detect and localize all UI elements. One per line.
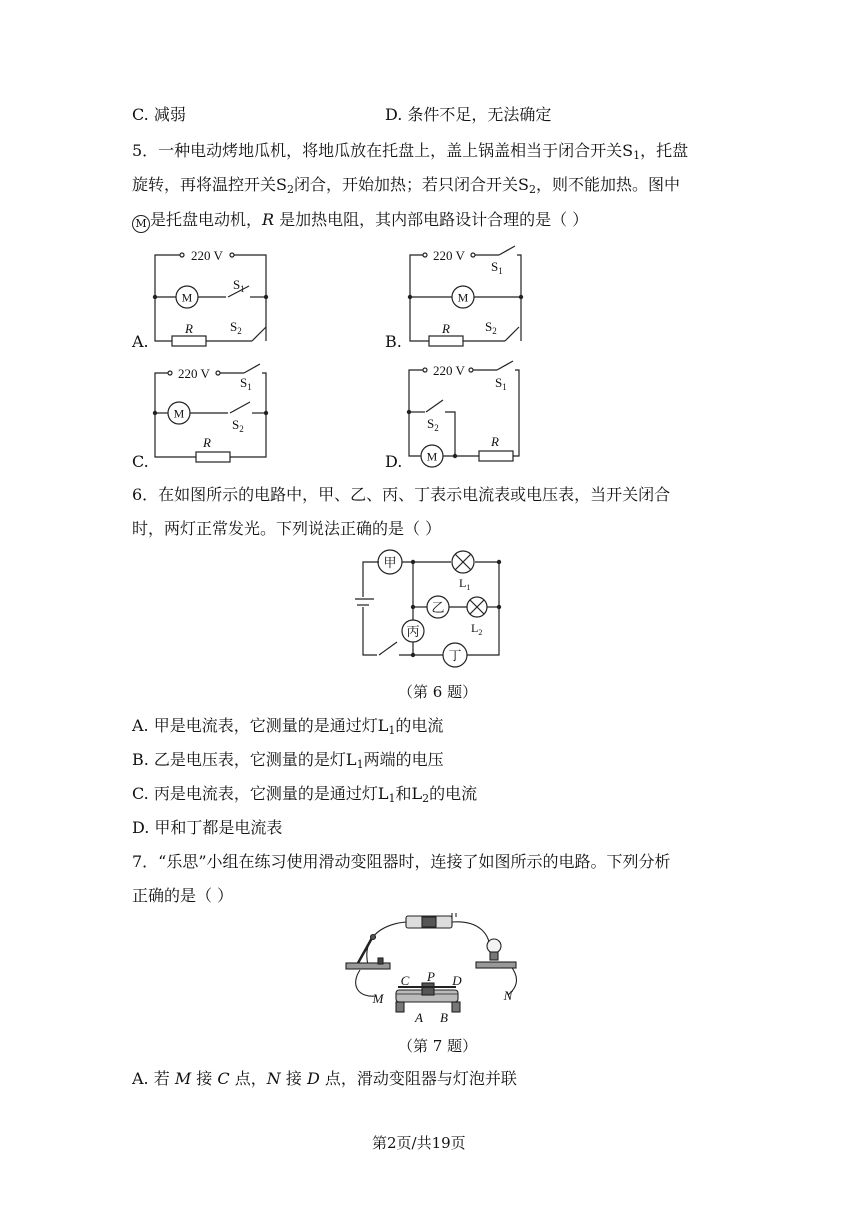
q6-stem-line1: 6．在如图所示的电路中，甲、乙、丙、丁表示电流表或电压表，当开关闭合 xyxy=(132,485,671,504)
q7-stem-line2: 正确的是（ ） xyxy=(132,886,234,905)
q6-option-c: C. 丙是电流表，它测量的是通过灯$L_1$和$L_2$的电流 xyxy=(132,784,478,805)
q4-option-d: D. 条件不足，无法确定 xyxy=(385,105,552,124)
q5-stem-line1: 5．一种电动烤地瓜机，将地瓜放在托盘上，盖上锅盖相当于闭合开关$S_1$，托盘 xyxy=(132,141,689,162)
s2-label: $S_2$ xyxy=(427,416,439,433)
motor-label: M xyxy=(181,290,193,305)
voltage-label: 220 V xyxy=(433,363,465,378)
voltage-label: 220 V xyxy=(178,366,210,381)
q7-stem-line1: 7．“乐思”小组在练习使用滑动变阻器时，连接了如图所示的电路。下列分析 xyxy=(132,852,671,871)
resistor-label: R xyxy=(491,434,499,449)
terminal-b: B xyxy=(440,1010,448,1025)
q5-stem-line2: 旋转，再将温控开关$S_2$闭合，开始加热；若只闭合开关$S_2$，则不能加热。图中 xyxy=(132,175,680,196)
q5-label-b: B. xyxy=(385,332,402,351)
voltage-label: 220 V xyxy=(191,248,223,263)
motor-label: M xyxy=(426,449,438,464)
terminal-d: D xyxy=(452,973,462,988)
s1-label: $S_1$ xyxy=(495,375,507,392)
q5-label-a: A. xyxy=(132,332,149,351)
wire-end-m: M xyxy=(372,991,384,1006)
lamp-l2-label: $L_2$ xyxy=(471,621,483,637)
q5-label-c: C. xyxy=(132,452,149,471)
s1-label: $S_1$ xyxy=(491,259,503,276)
motor-symbol: M xyxy=(132,215,150,233)
s1-label: $S_1$ xyxy=(233,277,245,294)
meter-bing: 丙 xyxy=(406,624,420,639)
s2-label: $S_2$ xyxy=(485,319,497,336)
q7-option-a: A. 若 M 接 C 点，N 接 D 点，滑动变阻器与灯泡并联 xyxy=(132,1069,517,1088)
q6-option-d: D. 甲和丁都是电流表 xyxy=(132,818,283,837)
wire-end-n: N xyxy=(503,988,513,1003)
terminal-c: C xyxy=(400,973,410,988)
q6-caption: （第 6 题） xyxy=(398,683,478,701)
motor-label: M xyxy=(173,406,185,421)
q5-circuit-d xyxy=(403,360,528,468)
q6-stem-line2: 时，两灯正常发光。下列说法正确的是（ ） xyxy=(132,519,442,538)
q7-caption: （第 7 题） xyxy=(398,1037,478,1055)
resistor-label: R xyxy=(203,435,211,450)
q5-label-d: D. xyxy=(385,452,403,471)
motor-label: M xyxy=(457,290,469,305)
q6-option-b: B. 乙是电压表，它测量的是灯$L_1$两端的电压 xyxy=(132,750,444,771)
q5-stem-line3: M 是托盘电动机，R 是加热电阻，其内部电路设计合理的是（ ） xyxy=(132,209,588,233)
terminal-a: A xyxy=(415,1010,423,1025)
slider-p: P xyxy=(427,969,435,984)
s2-label: $S_2$ xyxy=(232,417,244,434)
q5-circuit-c xyxy=(150,363,275,468)
q6-circuit xyxy=(355,545,505,670)
resistor-label: R xyxy=(442,321,450,336)
resistor-label: R xyxy=(185,321,193,336)
page-footer: 第2页/共19页 xyxy=(372,1134,466,1152)
s1-label: $S_1$ xyxy=(240,375,252,392)
q5-circuit-a xyxy=(150,245,275,350)
meter-yi: 乙 xyxy=(431,600,445,615)
meter-ding: 丁 xyxy=(448,648,462,663)
q7-circuit-illustration xyxy=(340,910,530,1028)
voltage-label: 220 V xyxy=(433,248,465,263)
meter-jia: 甲 xyxy=(383,555,397,570)
s2-label: $S_2$ xyxy=(230,319,242,336)
q4-option-c: C. 减弱 xyxy=(132,105,186,124)
q6-option-a: A. 甲是电流表，它测量的是通过灯$L_1$的电流 xyxy=(132,716,444,737)
q5-circuit-b xyxy=(405,245,530,350)
lamp-l1-label: $L_1$ xyxy=(459,576,471,592)
